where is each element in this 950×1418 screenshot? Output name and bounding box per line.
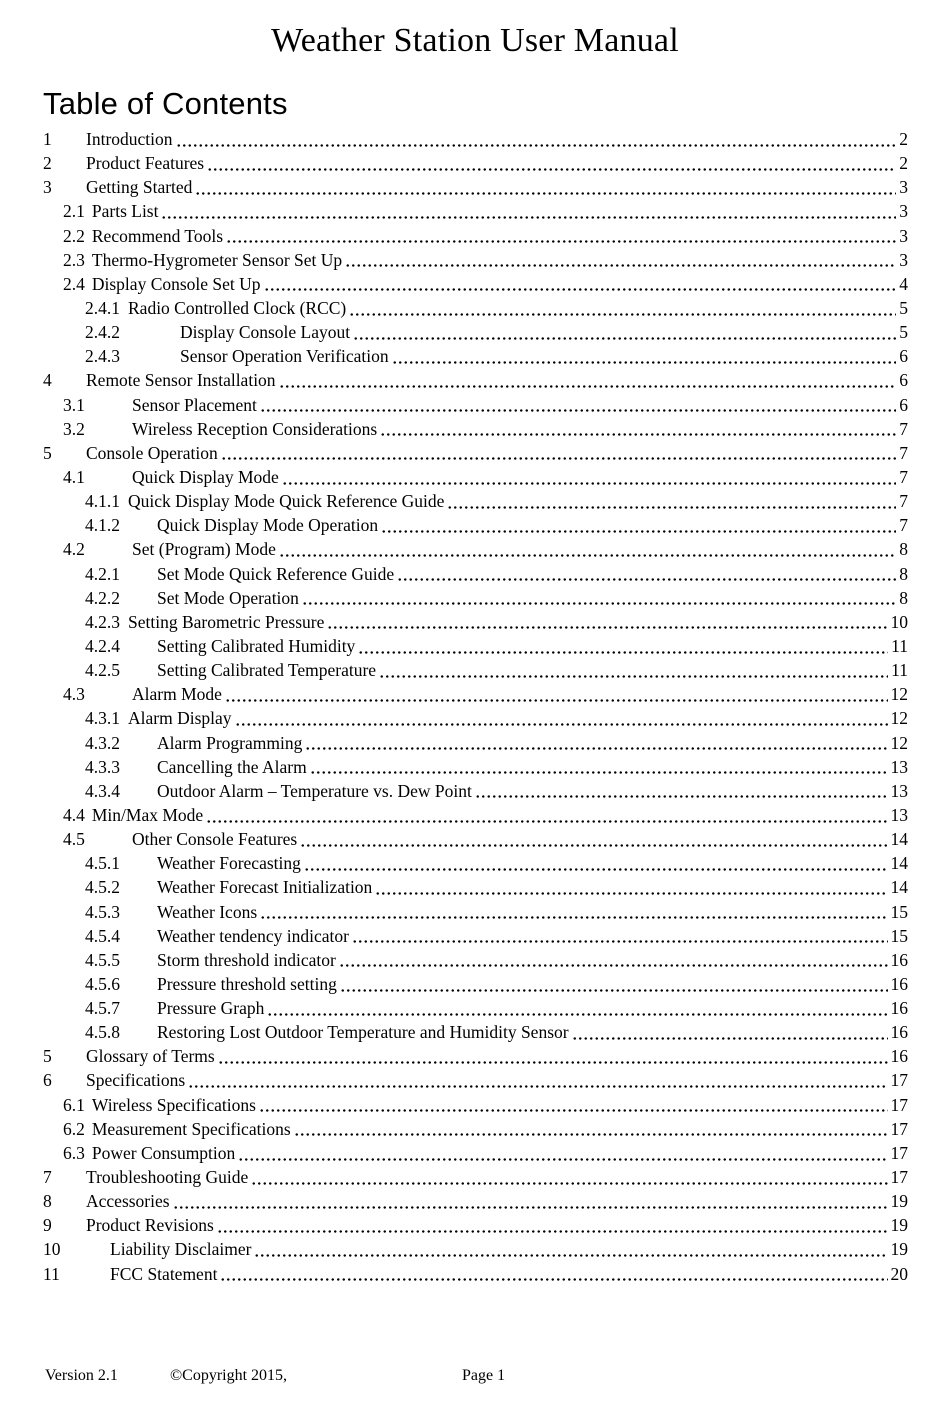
toc-entry-title: Remote Sensor Installation: [86, 370, 276, 391]
toc-entry-title: Thermo-Hygrometer Sensor Set Up: [91, 249, 343, 270]
toc-dot-leader: [379, 658, 888, 682]
toc-entry-page: 2: [899, 153, 908, 174]
toc-entry-page: 13: [890, 804, 908, 825]
toc-dot-leader: [349, 296, 896, 320]
toc-entry-page: 12: [890, 684, 908, 705]
toc-dot-leader: [176, 127, 897, 151]
toc-entry: [0, 972, 950, 996]
toc-entry: [0, 513, 950, 537]
toc-entry-number: 4.5.1: [85, 853, 120, 874]
toc-entry-title: Sensor Placement: [132, 394, 257, 415]
toc-entry-title: Sensor Operation Verification: [180, 346, 389, 367]
toc-dot-leader: [294, 1117, 888, 1141]
toc-entry: [0, 875, 950, 899]
toc-entry-number: 4.5.2: [85, 877, 120, 898]
toc-dot-leader: [161, 199, 896, 223]
toc-dot-leader: [217, 1213, 888, 1237]
toc-entry-page: 7: [899, 418, 908, 439]
toc-entry: [0, 272, 950, 296]
toc-dot-leader: [260, 393, 896, 417]
toc-entry: [0, 996, 950, 1020]
toc-entry-page: 3: [899, 249, 908, 270]
toc-entry: [0, 610, 950, 634]
toc-entry-page: 4: [899, 273, 908, 294]
toc-entry-page: 14: [890, 829, 908, 850]
toc-dot-leader: [225, 682, 888, 706]
toc-entry-page: 16: [890, 973, 908, 994]
toc-entry: [0, 199, 950, 223]
toc-entry: [0, 827, 950, 851]
toc-entry-title: Glossary of Terms: [86, 1046, 215, 1067]
toc-entry: [0, 127, 950, 151]
toc-entry-page: 17: [890, 1142, 908, 1163]
toc-entry: [0, 562, 950, 586]
toc-entry-page: 16: [890, 1022, 908, 1043]
toc-entry-page: 10: [890, 611, 908, 632]
toc-entry: [0, 900, 950, 924]
toc-entry-number: 4.5.5: [85, 949, 120, 970]
toc-dot-leader: [339, 948, 888, 972]
toc-entry-number: 4: [43, 370, 52, 391]
toc-entry-page: 16: [890, 1046, 908, 1067]
toc-entry-page: 12: [890, 732, 908, 753]
toc-entry: [0, 151, 950, 175]
toc-entry-title: Troubleshooting Guide: [86, 1167, 249, 1188]
toc-dot-leader: [352, 924, 888, 948]
toc-entry-page: 7: [899, 466, 908, 487]
toc-dot-leader: [206, 803, 887, 827]
toc-dot-leader: [375, 875, 887, 899]
toc-entry: [0, 175, 950, 199]
toc-entry: [0, 1117, 950, 1141]
toc-dot-leader: [195, 175, 896, 199]
toc-entry-title: Wireless Specifications: [91, 1094, 256, 1115]
toc-dot-leader: [447, 489, 896, 513]
toc-entry-number: 6.3: [63, 1142, 85, 1163]
toc-entry-number: 4.1.2: [85, 515, 120, 536]
toc-entry-title: Min/Max Mode: [91, 804, 204, 825]
toc-entry-title: FCC Statement: [110, 1263, 218, 1284]
toc-dot-leader: [220, 1262, 887, 1286]
toc-dot-leader: [267, 996, 887, 1020]
document-title: Weather Station User Manual: [271, 22, 679, 59]
toc-entry-title: Weather Forecast Initialization: [157, 877, 373, 898]
toc-entry-title: Set Mode Operation: [157, 587, 299, 608]
toc-entry-number: 2.4.2: [85, 322, 120, 343]
toc-entry-number: 4.2.3: [85, 611, 120, 632]
toc-entry-title: Quick Display Mode: [132, 466, 279, 487]
toc-entry-page: 6: [899, 394, 908, 415]
toc-entry-title: Introduction: [86, 129, 173, 149]
toc-entry-number: 4.3.4: [85, 780, 120, 801]
toc-entry: [0, 1068, 950, 1092]
toc-dot-leader: [226, 224, 896, 248]
toc-entry-title: Alarm Display: [128, 708, 232, 729]
toc-entry-number: 4.2.2: [85, 587, 120, 608]
footer-version: Version 2.1: [45, 1367, 118, 1384]
toc-entry-page: 3: [899, 177, 908, 198]
toc-entry-number: 3.1: [63, 394, 85, 415]
toc-dot-leader: [300, 827, 887, 851]
toc-entry-page: 17: [890, 1094, 908, 1115]
toc-entry: [0, 803, 950, 827]
toc-entry-page: 7: [899, 515, 908, 536]
toc-entry-title: Quick Display Mode Operation: [157, 515, 379, 536]
toc-entry: [0, 634, 950, 658]
toc-entry-number: 4.2.5: [85, 660, 120, 681]
toc-dot-leader: [221, 441, 897, 465]
toc-dot-leader: [572, 1020, 888, 1044]
toc-dot-leader: [279, 368, 897, 392]
toc-entry: [0, 1165, 950, 1189]
toc-entry-title: Setting Barometric Pressure: [128, 611, 325, 632]
toc-entry-page: 20: [890, 1263, 908, 1284]
toc-entry-number: 4.3.1: [85, 708, 120, 729]
toc-entry-title: Restoring Lost Outdoor Temperature and Humidity Sensor: [157, 1022, 569, 1043]
toc-entry-number: 10: [43, 1239, 61, 1260]
toc-dot-leader: [259, 1093, 888, 1117]
toc-entry-page: 19: [890, 1215, 908, 1236]
table-of-contents: [0, 127, 950, 1286]
toc-entry-number: 4.3: [63, 684, 85, 705]
toc-entry: [0, 1093, 950, 1117]
toc-entry: [0, 1141, 950, 1165]
toc-entry-title: Liability Disclaimer: [110, 1239, 252, 1260]
toc-entry: [0, 465, 950, 489]
toc-entry-number: 3.2: [63, 418, 85, 439]
toc-entry-page: 14: [890, 853, 908, 874]
toc-entry: [0, 731, 950, 755]
toc-entry-page: 6: [899, 370, 908, 391]
toc-entry-number: 4.2: [63, 539, 85, 560]
toc-entry-number: 2.2: [63, 225, 85, 246]
toc-dot-leader: [264, 272, 897, 296]
toc-entry: [0, 779, 950, 803]
toc-entry-page: 5: [899, 297, 908, 318]
toc-dot-leader: [380, 417, 896, 441]
toc-entry-number: 2.4: [63, 273, 85, 294]
toc-entry-page: 11: [891, 660, 908, 681]
toc-entry-page: 16: [890, 998, 908, 1019]
toc-entry-page: 3: [899, 201, 908, 222]
toc-entry-page: 19: [890, 1191, 908, 1212]
toc-entry-number: 2.1: [63, 201, 85, 222]
toc-dot-leader: [254, 1237, 887, 1261]
toc-entry-number: 7: [43, 1167, 52, 1188]
toc-entry-page: 5: [899, 322, 908, 343]
toc-entry-number: 2.3: [63, 249, 85, 270]
toc-entry-number: 4.2.1: [85, 563, 120, 584]
toc-entry-title: Display Console Layout: [180, 322, 351, 343]
toc-entry-number: 4.5: [63, 829, 85, 850]
toc-entry-number: 4.1: [63, 466, 85, 487]
toc-entry-title: Wireless Reception Considerations: [132, 418, 378, 439]
toc-entry-title: Cancelling the Alarm: [157, 756, 307, 777]
toc-entry-number: 1: [43, 129, 52, 149]
toc-entry-page: 16: [890, 949, 908, 970]
toc-heading: Table of Contents: [43, 86, 288, 121]
toc-entry-title: Getting Started: [86, 177, 193, 198]
toc-dot-leader: [302, 586, 896, 610]
toc-entry-number: 4.2.4: [85, 635, 120, 656]
toc-entry-title: Weather Forecasting: [157, 853, 301, 874]
toc-entry-title: Display Console Set Up: [91, 273, 261, 294]
toc-entry: [0, 393, 950, 417]
toc-entry-page: 15: [890, 901, 908, 922]
toc-entry-page: 17: [890, 1070, 908, 1091]
toc-entry-number: 5: [43, 442, 52, 463]
toc-entry: [0, 368, 950, 392]
toc-entry-title: Weather tendency indicator: [157, 925, 349, 946]
toc-entry-page: 17: [890, 1167, 908, 1188]
toc-entry-number: 4.5.6: [85, 973, 120, 994]
toc-entry: [0, 224, 950, 248]
toc-entry: [0, 1213, 950, 1237]
toc-dot-leader: [279, 537, 896, 561]
toc-dot-leader: [310, 755, 888, 779]
toc-dot-leader: [397, 562, 896, 586]
toc-dot-leader: [327, 610, 887, 634]
toc-dot-leader: [235, 706, 888, 730]
toc-entry-title: Set (Program) Mode: [132, 539, 276, 560]
toc-dot-leader: [305, 731, 887, 755]
toc-entry: [0, 417, 950, 441]
toc-entry-page: 8: [899, 539, 908, 560]
toc-dot-leader: [218, 1044, 888, 1068]
toc-dot-leader: [260, 900, 887, 924]
toc-entry-page: 8: [899, 587, 908, 608]
toc-entry-number: 4.3.2: [85, 732, 120, 753]
toc-entry: [0, 1044, 950, 1068]
toc-entry: [0, 1189, 950, 1213]
toc-entry-page: 7: [899, 442, 908, 463]
toc-entry-page: 2: [899, 129, 908, 149]
toc-entry-number: 5: [43, 1046, 52, 1067]
toc-entry-number: 4.5.8: [85, 1022, 120, 1043]
toc-entry-number: 4.5.3: [85, 901, 120, 922]
toc-entry-title: Radio Controlled Clock (RCC): [128, 297, 347, 318]
toc-dot-leader: [251, 1165, 887, 1189]
toc-entry-title: Weather Icons: [157, 901, 258, 922]
toc-entry-number: 4.1.1: [85, 491, 120, 512]
footer-page-number: Page 1: [462, 1367, 506, 1384]
toc-entry-number: 8: [43, 1191, 52, 1212]
toc-dot-leader: [392, 344, 897, 368]
toc-entry: [0, 1262, 950, 1286]
toc-entry: [0, 658, 950, 682]
toc-entry-page: 15: [890, 925, 908, 946]
toc-dot-leader: [188, 1068, 887, 1092]
toc-entry-title: Quick Display Mode Quick Reference Guide: [128, 491, 445, 512]
toc-entry: [0, 755, 950, 779]
toc-entry-title: Measurement Specifications: [91, 1118, 291, 1139]
page-footer: [0, 1367, 950, 1389]
toc-entry: [0, 441, 950, 465]
toc-entry: [0, 537, 950, 561]
toc-dot-leader: [358, 634, 888, 658]
toc-entry-title: Specifications: [86, 1070, 186, 1091]
toc-entry-title: Alarm Programming: [157, 732, 303, 753]
toc-entry: [0, 320, 950, 344]
toc-entry-title: Alarm Mode: [132, 684, 222, 705]
toc-dot-leader: [304, 851, 888, 875]
toc-entry-number: 4.5.7: [85, 998, 120, 1019]
toc-dot-leader: [282, 465, 896, 489]
toc-entry-page: 8: [899, 563, 908, 584]
toc-entry-number: 2.4.1: [85, 297, 120, 318]
toc-entry: [0, 1237, 950, 1261]
toc-entry-number: 4.3.3: [85, 756, 120, 777]
toc-entry: [0, 489, 950, 513]
toc-entry-number: 4.4: [63, 804, 85, 825]
toc-entry-title: Storm threshold indicator: [157, 949, 336, 970]
toc-entry-page: 17: [890, 1118, 908, 1139]
toc-entry-number: 3: [43, 177, 52, 198]
toc-entry-title: Accessories: [86, 1191, 170, 1212]
toc-entry-page: 13: [890, 780, 908, 801]
toc-entry: [0, 344, 950, 368]
toc-entry-page: 6: [899, 346, 908, 367]
toc-dot-leader: [345, 248, 896, 272]
toc-entry-title: Outdoor Alarm – Temperature vs. Dew Point: [157, 780, 472, 801]
toc-entry: [0, 706, 950, 730]
toc-entry: [0, 682, 950, 706]
toc-entry: [0, 248, 950, 272]
toc-entry-page: 12: [890, 708, 908, 729]
toc-entry-page: 11: [891, 635, 908, 656]
toc-entry: [0, 1020, 950, 1044]
toc-entry-number: 6: [43, 1070, 52, 1091]
toc-dot-leader: [207, 151, 896, 175]
toc-entry-number: 9: [43, 1215, 52, 1236]
toc-entry-page: 19: [890, 1239, 908, 1260]
toc-entry-title: Set Mode Quick Reference Guide: [157, 563, 395, 584]
toc-entry: [0, 948, 950, 972]
toc-entry-title: Parts List: [91, 201, 159, 222]
toc-entry-page: 14: [890, 877, 908, 898]
toc-entry: [0, 924, 950, 948]
toc-entry-page: 7: [899, 491, 908, 512]
toc-entry-number: 11: [43, 1263, 60, 1284]
toc-entry-number: 2: [43, 153, 52, 174]
toc-dot-leader: [238, 1141, 887, 1165]
toc-entry-title: Other Console Features: [132, 829, 298, 850]
toc-entry-number: 2.4.3: [85, 346, 120, 367]
toc-entry-page: 3: [899, 225, 908, 246]
toc-entry-title: Setting Calibrated Humidity: [157, 635, 356, 656]
toc-entry: [0, 851, 950, 875]
toc-dot-leader: [353, 320, 896, 344]
toc-entry-number: 6.2: [63, 1118, 85, 1139]
toc-entry-title: Pressure Graph: [157, 998, 265, 1019]
toc-entry-title: Product Features: [86, 153, 205, 174]
toc-entry-title: Setting Calibrated Temperature: [157, 660, 377, 681]
toc-dot-leader: [381, 513, 896, 537]
toc-entry-page: 13: [890, 756, 908, 777]
toc-entry-title: Console Operation: [86, 442, 218, 463]
toc-entry: [0, 586, 950, 610]
toc-entry: [0, 296, 950, 320]
toc-dot-leader: [173, 1189, 888, 1213]
toc-entry-number: 6.1: [63, 1094, 85, 1115]
toc-entry-title: Power Consumption: [91, 1142, 236, 1163]
toc-dot-leader: [340, 972, 888, 996]
footer-copyright: ©Copyright 2015,: [170, 1367, 288, 1384]
toc-dot-leader: [475, 779, 888, 803]
toc-entry-title: Product Revisions: [86, 1215, 214, 1236]
toc-entry-title: Recommend Tools: [91, 225, 224, 246]
toc-entry-number: 4.5.4: [85, 925, 120, 946]
toc-entry-title: Pressure threshold setting: [157, 973, 337, 994]
